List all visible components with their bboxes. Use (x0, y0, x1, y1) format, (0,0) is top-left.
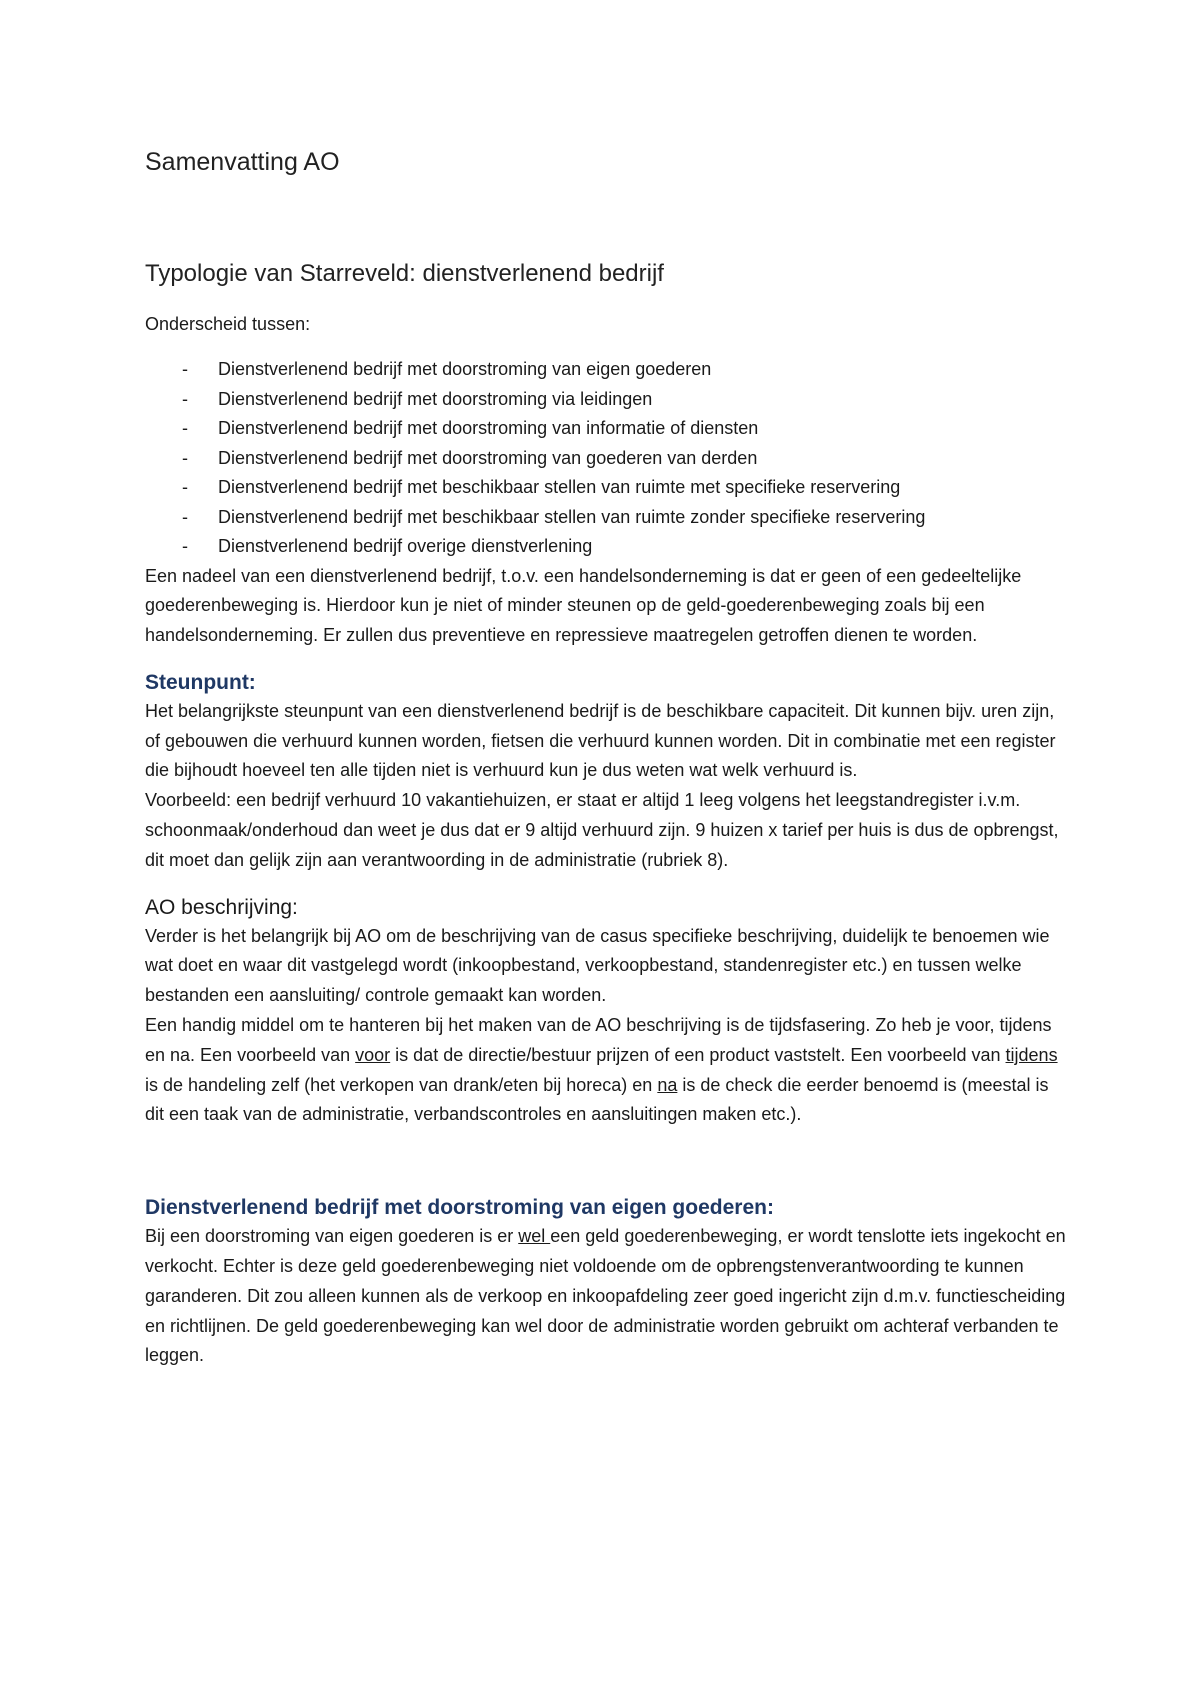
list-item: - Dienstverlenend bedrijf overige dienstverlening (145, 532, 1070, 562)
doorstroming-paragraph: Bij een doorstroming van eigen goederen is er wel een geld goederenbeweging, er wordt tenslotte iets ingekocht en verkocht. Echter is deze geld goederenbeweging niet voldoende om de opbrengstenverantwoording te kunnen garanderen. Dit zou alleen kunnen als de verkoop en inkoopafdeling zeer goed ingericht zijn d.m.v. functiescheiding en richtlijnen. De geld goederenbeweging kan wel door de administratie worden gebruikt om achteraf verbanden te leggen. (145, 1226, 1066, 1366)
list-item: - Dienstverlenend bedrijf met doorstroming van informatie of diensten (145, 414, 1070, 444)
steunpunt-heading: Steunpunt: (145, 670, 256, 694)
tijdsfasering-paragraph: Een handig middel om te hanteren bij het maken van de AO beschrijving is de tijdsfasering. Zo heb je voor, tijdens en na. Een voorbeeld van voor is dat de directie/bestuur prijzen of een product vaststelt. Een voorbeeld van tijdens is de handeling zelf (het verkopen van drank/eten bij horeca) en na is de check die eerder benoemd is (meestal is dit een taak van de administratie, verbandscontroles en aansluitingen maken etc.). (145, 1015, 1058, 1125)
list-item: - Dienstverlenend bedrijf met beschikbaar stellen van ruimte zonder specifieke reservering (145, 503, 1070, 533)
list-dash: - (182, 506, 188, 527)
list-dash: - (182, 418, 188, 438)
list-dash: - (182, 359, 188, 379)
list-item: - Dienstverlenend bedrijf met doorstroming van goederen van derden (145, 444, 1070, 474)
list-item: - Dienstverlenend bedrijf met beschikbaar stellen van ruimte met specifieke reservering (145, 473, 1070, 503)
list-item: - Dienstverlenend bedrijf met doorstroming van eigen goederen (145, 355, 1070, 385)
wel-underlined: wel (518, 1226, 551, 1247)
typology-list (145, 355, 1070, 562)
list-dash: - (182, 536, 188, 556)
nadeel-paragraph: Een nadeel van een dienstverlenend bedrijf, t.o.v. een handelsonderneming is dat er geen of een gedeeltelijke goederenbeweging is. Hierdoor kun je niet of minder steunen op de geld-goederenbeweging zoals bij een handelsonderneming. Er zullen dus preventieve en repressieve maatregelen getroffen dienen te worden. (145, 565, 1022, 646)
list-dash: - (182, 477, 188, 497)
tijdens-underlined: tijdens (1005, 1044, 1058, 1065)
doorstroming-heading: Dienstverlenend bedrijf met doorstroming van eigen goederen: (145, 1196, 774, 1220)
list-dash: - (182, 447, 188, 468)
intro-text: Onderscheid tussen: (145, 314, 311, 334)
list-dash: - (182, 388, 188, 409)
typology-heading: Typologie van Starreveld: dienstverlenend bedrijf (145, 260, 664, 287)
ao-heading: AO beschrijving: (145, 895, 298, 919)
voorbeeld-paragraph: Voorbeeld: een bedrijf verhuurd 10 vakantiehuizen, er staat er altijd 1 leeg volgens het leegstandregister i.v.m. schoonmaak/onderhoud dan weet je dus dat er 9 altijd verhuurd zijn. 9 huizen x tarief per huis is dus de opbrengst, dit moet dan gelijk zijn aan verantwoording in de administratie (rubriek 8). (145, 790, 1059, 870)
steunpunt-paragraph: Het belangrijkste steunpunt van een dienstverlenend bedrijf is de beschikbare capaciteit. Dit kunnen bijv. uren zijn, of gebouwen die verhuurd kunnen worden, fietsen die verhuurd kunnen worden. Dit in combinatie met een register die bijhoudt hoeveel ten alle tijden niet is verhuurd kun je dus weten wat welk verhuurd is. (145, 700, 1056, 781)
voor-underlined: voor (355, 1044, 391, 1065)
ao-paragraph: Verder is het belangrijk bij AO om de beschrijving van de casus specifieke beschrijving, duidelijk te benoemen wie wat doet en waar dit vastgelegd wordt (inkoopbestand, verkoopbestand, standenregister etc.) en tussen welke bestanden een aansluiting/ controle gemaakt kan worden. (145, 925, 1050, 1006)
na-underlined: na (657, 1074, 678, 1095)
document-title: Samenvatting AO (145, 148, 340, 176)
list-item: - Dienstverlenend bedrijf met doorstroming via leidingen (145, 385, 1070, 415)
